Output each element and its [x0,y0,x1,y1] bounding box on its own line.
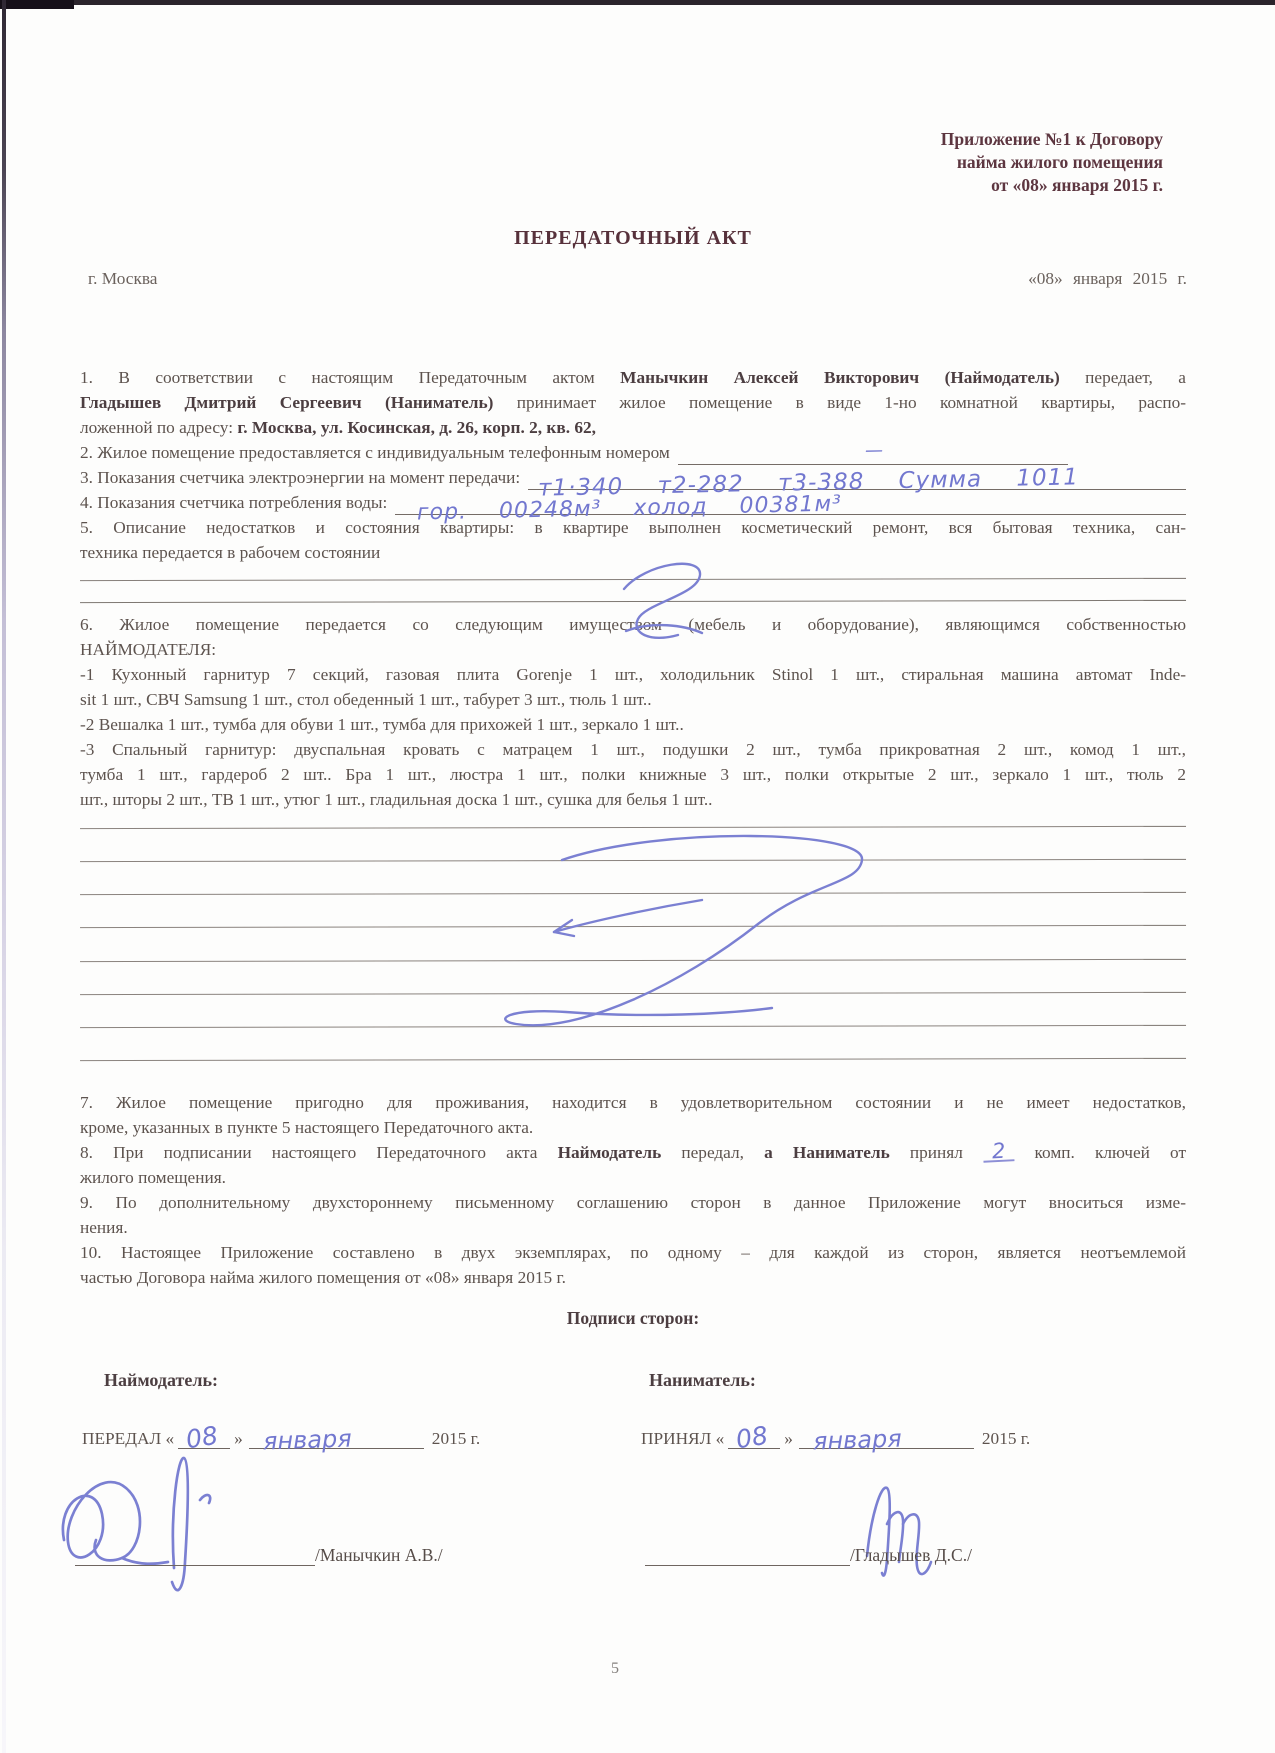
page-title: ПЕРЕДАТОЧНЫЙ АКТ [514,227,752,249]
scan-edge-corner [0,0,74,9]
clause-3 [80,464,1186,502]
quote-close: » [234,1429,243,1448]
clause-9-line-1: 9. По дополнительному двухстороннему письменному соглашению сторон в данное Приложение могут вноситься изме- [80,1193,1186,1213]
clause-6-line-2: НАЙМОДАТЕЛЯ: [80,640,217,659]
inventory-item-1-line-2: sit 1 шт., СВЧ Samsung 1 шт., стол обеденный 1 шт., табурет 3 шт., тюль 1 шт.. [80,690,652,709]
handwritten-water-readings: гор. 00248м³ холод 00381м³ [417,491,843,526]
landlord-signature-name: /Манычкин А.В./ [315,1545,443,1565]
month-blank [249,1424,424,1456]
year-text: 2015 г. [431,1429,481,1448]
city-label: г. Москва [88,269,158,288]
clause-6-line-1: 6. Жилое помещение передается со следующим имуществом (мебель и оборудование), являющимся собственностью [80,615,1186,634]
z-strike-icon [600,553,730,658]
appendix-line-2: найма жилого помещения [956,152,1163,172]
appendix-line-1: Приложение №1 к Договору [940,129,1163,149]
inventory-item-3-line-3: шт., шторы 2 шт., ТВ 1 шт., утюг 1 шт., гладильная доска 1 шт., сушка для белья 1 шт.. [80,790,713,809]
handed-over-text: ПЕРЕДАЛ « [82,1429,175,1448]
blank-lines-large [80,812,1186,1060]
landlord-bold: Наймодатель [557,1143,662,1163]
handwritten-day: 08 [734,1420,771,1455]
landlord-label: Наймодатель: [104,1370,218,1390]
appendix-line-3: от «08» января 2015 г. [991,175,1163,195]
clause-1-line-3 [80,415,1186,440]
accepted-row [641,1420,1031,1456]
clause-2 [80,440,1186,465]
quote-close: » [784,1429,793,1448]
clause-8-text: комп. ключей от [1014,1143,1187,1163]
tenant-signature-name: /Гладышев Д.С./ [850,1545,972,1565]
month-blank [799,1424,974,1456]
appendix-header [941,128,1163,197]
clause-8-line-2: жилого помещения. [80,1168,226,1188]
handed-over-row [82,1420,481,1456]
handwritten-day: 08 [184,1420,221,1455]
blank-line [80,1026,1186,1062]
blank-line [395,490,1186,526]
accepted-text: ПРИНЯЛ « [641,1429,725,1448]
tenant-name-row [645,1545,972,1566]
meta-row [80,269,1187,289]
clause-1-line-2 [80,390,1186,415]
inventory-item-3-line-2: тумба 1 шт., гардероб 2 шт.. Бра 1 шт., люстра 1 шт., полки книжные 3 шт., полки открытые 2 шт., зеркало 1 шт., тюль 2 [80,765,1186,784]
clause-9-line-2: нения. [80,1218,128,1238]
handwritten-month: января [262,1424,352,1456]
landlord-signature-icon [52,1448,262,1598]
clause-1-line-1 [80,365,1186,390]
address-bold: г. Москва, ул. Косинская, д. 26, корп. 2, кв. 62, [237,418,596,437]
inventory-item-3-line-1: -3 Спальный гарнитур: двуспальная кровать с матрацем 1 шт., подушки 2 шт., тумба прикроватная 2 шт., комод 1 шт., [80,740,1186,759]
tenant-name-bold: Гладышев Дмитрий Сергеевич (Наниматель) [80,393,494,412]
landlord-name-row [75,1545,443,1566]
clause-4 [80,490,1186,526]
inventory-item-2: -2 Вешалка 1 шт., тумба для обуви 1 шт., тумба для прихожей 1 шт., зеркало 1 шт.. [80,715,684,734]
handwritten-month: января [812,1424,903,1456]
clause-1-text: принимает жилое помещение в виде 1-но комнатной квартиры, распо- [493,393,1186,412]
document-body [80,365,1186,1329]
day-blank [728,1420,780,1455]
clause-7-line-2: кроме, указанных в пункте 5 настоящего Передаточного акта. [80,1118,534,1138]
clause-1-text: 1. В соответствии с настоящим Передаточным актом [80,368,621,387]
handwritten-dash: — [864,439,884,462]
scan-edge-top [0,0,1275,5]
inventory-item-1-line-1: -1 Кухонный гарнитур 7 секций, газовая плита Gorenje 1 шт., холодильник Stinol 1 шт., стиральная машина автомат Inde- [80,665,1186,684]
signature-blank [75,1547,315,1566]
handwritten-keys-count: 2 [983,1142,1015,1164]
clause-10-line-2: частью Договора найма жилого помещения от «08» января 2015 г. [80,1268,566,1288]
clause-5-line-2: техника передается в рабочем состоянии [80,543,381,562]
scan-edge-left [2,0,6,1753]
clause-3-label: 3. Показания счетчика электроэнергии на момент передачи: [80,468,521,487]
signature-blank [645,1547,850,1566]
signatures-heading: Подписи сторон: [566,1308,700,1329]
clause-1-text: ложенной по адресу: [80,418,238,437]
z-strike-icon [450,834,890,1029]
clause-2-label: 2. Жилое помещение предоставляется с индивидуальным телефонным номером [80,443,670,462]
clause-5-line-1: 5. Описание недостатков и состояния квартиры: в квартире выполнен косметический ремонт, вся бытовая техника, сан- [80,518,1186,537]
blank-line [678,440,1068,465]
blank-lines-small [80,565,1186,602]
clause-7-line-1: 7. Жилое помещение пригодно для проживания, находится в удовлетворительном состоянии и не имеет недостатков, [80,1093,1186,1113]
tenant-label: Наниматель: [649,1370,756,1390]
clause-8-text: принял [889,1143,984,1163]
tenant-bold: а Наниматель [764,1143,890,1163]
clause-1-text: передает, а [1059,368,1186,387]
clause-8-text: передал, [661,1143,765,1163]
page-number: 5 [611,1660,619,1677]
date-label: «08» января 2015 г. [1028,269,1187,288]
day-blank [178,1420,230,1455]
clause-4-label: 4. Показания счетчика потребления воды: [80,493,388,512]
blank-line [528,464,1186,502]
clause-8-line-1 [80,1140,1186,1165]
clause-8-text: 8. При подписании настоящего Передаточного акта [80,1143,558,1163]
landlord-name-bold: Манычкин Алексей Викторович (Наймодатель) [620,368,1060,387]
handwritten-electric-readings: т1·340 т2-282 т3-388 Сумма 1011 [537,464,1080,502]
year-text: 2015 г. [981,1429,1031,1448]
clause-10-line-1: 10. Настоящее Приложение составлено в двух экземплярах, по одному – для каждой из сторон, является неотъемлемой [80,1243,1186,1263]
